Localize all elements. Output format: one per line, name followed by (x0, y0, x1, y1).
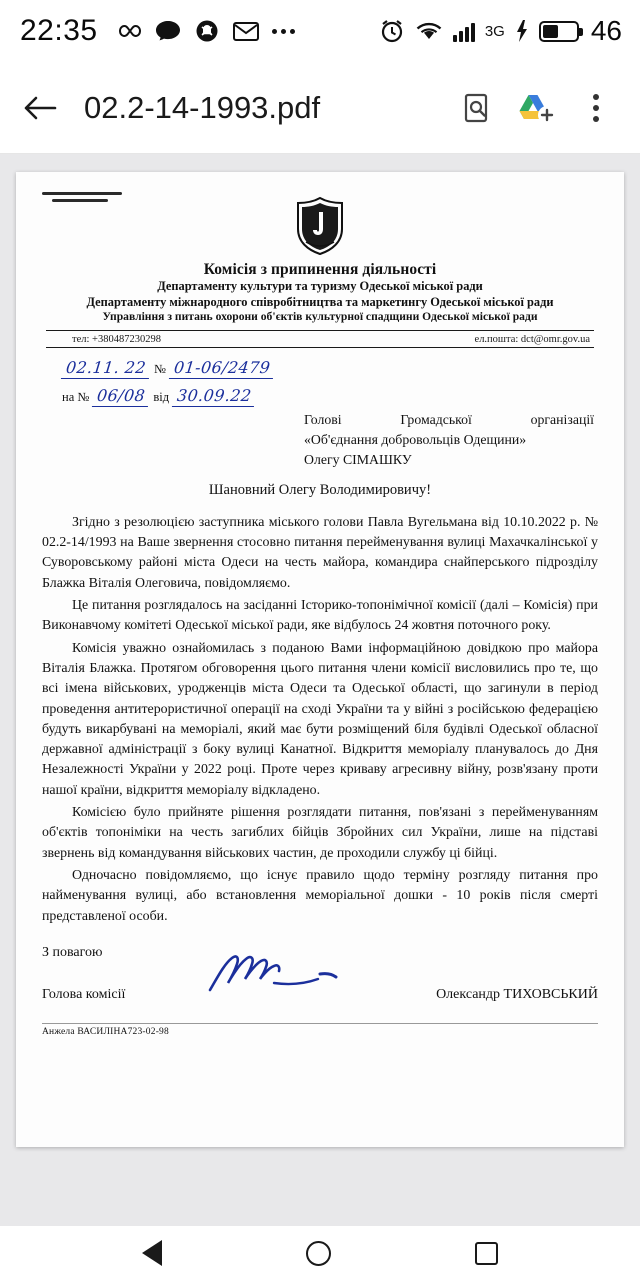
handwritten-signature-icon (202, 946, 372, 1005)
regards-line: З повагою (42, 944, 103, 960)
network-type-label: 3G (484, 22, 505, 40)
body-paragraph: Комісією було прийняте рішення розглядати питання, пов'язані з перейменуванням об'єктів топоніміки на честь загиблих бійців Збройних сил України, лише на підставі звернень від командування військових частин, де проходили службу ці бійці. (42, 805, 598, 861)
nav-home-icon[interactable] (306, 1241, 331, 1266)
pdf-viewport[interactable] (0, 154, 640, 1226)
nav-back-icon[interactable] (142, 1240, 162, 1266)
reference-block (42, 358, 598, 416)
letter-body (42, 513, 598, 927)
battery-percent-label: 46 (590, 15, 622, 46)
letterhead-line-2: Департаменту культури та туризму Одеської міської ради (157, 279, 483, 294)
addressee-word-2: Громадської (400, 412, 472, 427)
outgoing-date-handwritten: 02.11. 22 (61, 358, 151, 379)
pdf-page[interactable] (16, 172, 624, 1147)
phone-label: тел: +380487230298 (72, 333, 161, 345)
status-bar-right (379, 15, 622, 47)
status-clock: 22:35 (20, 14, 98, 47)
infinity-icon (112, 21, 142, 41)
from-label: від (153, 389, 170, 404)
addressee-block (304, 410, 594, 470)
contacts-divider (46, 347, 594, 348)
addressee-line-3: Олегу СІМАШКУ (304, 452, 412, 467)
system-navigation-bar (0, 1226, 640, 1280)
status-bar-left (20, 14, 295, 48)
mute-notification-icon (194, 19, 220, 43)
chat-bubble-icon (155, 19, 181, 43)
status-bar (0, 0, 640, 62)
signature-row (42, 987, 598, 1003)
lightning-bolt-icon (515, 19, 529, 43)
email-label: ел.пошта: dct@omr.gov.ua (474, 333, 590, 345)
nav-recents-icon[interactable] (475, 1242, 498, 1265)
letterhead-line-3: Департаменту міжнародного співробітництва та маркетингу Одеської міської ради (86, 294, 554, 309)
signer-role: Голова комісії (42, 986, 126, 1002)
incoming-date-handwritten: 30.09.22 (172, 386, 257, 407)
reference-row-incoming (62, 386, 598, 407)
document-footnote: Анжела ВАСИЛІНА723-02-98 (42, 1023, 598, 1037)
scan-smudge-mark (42, 192, 128, 208)
battery-icon (539, 21, 579, 42)
salutation: Шановний Олегу Володимировичу! (208, 481, 432, 498)
addressee-line-1 (304, 410, 594, 430)
letterhead-title: Комісія з припинення діяльності (203, 261, 437, 278)
body-paragraph: Комісія уважно ознайомилась з поданою Вами інформаційною довідкою про майора Віталія Блажка. Протягом обговорення цього питання члени комісії висловились про те, що всі імена військових, уродженців міста Одеси та Одеської області, що загинули в період проведення антитерористичної операції на сході України та у війні з російською федерацією будуть викарбувані на меморіалі, який має бути розміщений біля будівлі Одеської обласної державної адміністрації з боку вулиці Канатної. Відкриття меморіалу планувалось до Дня Незалежності України у 2022 році. Проте через криваву агресивну війну, розв'язану проти нашої країни, відкриття меморіалу відкладено. (42, 640, 598, 798)
more-dots-icon (272, 29, 295, 34)
back-arrow-icon[interactable] (12, 80, 68, 136)
letterhead-line-4: Управління з питань охорони об'єктів культурної спадщини Одеської міської ради (102, 310, 538, 324)
body-paragraph: Згідно з резолюцією заступника міського голови Павла Вугельмана від 10.10.2022 р. № 02.2-14/1993 на Ваше звернення стосовно питання перейменування вулиці Махачкалінської у Суворовському районі міста Одеси на честь майора, командира снайперського підрозділу Блажка Віталія Олеговича, повідомляємо. (42, 514, 598, 591)
reply-to-label: на № (62, 389, 90, 404)
letterhead (42, 260, 598, 331)
signer-name: Олександр ТИХОВСЬКИЙ (436, 986, 598, 1002)
reference-row-outgoing (62, 358, 598, 379)
addressee-word-1: Голові (304, 412, 342, 427)
body-paragraph: Одночасно повідомляємо, що існує правило щодо терміну розгляду питання про найменування вулиці, або встановлення меморіальної дошки - 10 років після смерті представленої особи. (42, 867, 598, 924)
gmail-icon (233, 20, 259, 42)
overflow-menu-icon[interactable] (568, 80, 624, 136)
wifi-icon (415, 20, 443, 42)
status-notification-icons (112, 19, 295, 43)
incoming-number-handwritten: 06/08 (92, 386, 150, 407)
page-title: 02.2-14-1993.pdf (84, 89, 321, 125)
document-search-icon[interactable] (448, 80, 504, 136)
alarm-icon (379, 18, 405, 44)
addressee-word-3: організації (530, 412, 594, 427)
letterhead-contacts (42, 331, 598, 345)
signal-icon (453, 20, 475, 42)
outgoing-number-handwritten: 01-06/2479 (169, 358, 275, 379)
number-label: № (153, 361, 166, 376)
addressee-line-2: «Об'єднання добровольців Одещини» (304, 432, 527, 447)
add-to-drive-icon[interactable] (508, 80, 564, 136)
body-paragraph: Це питання розглядалось на засіданні Історико-топонімічної комісії (далі – Комісія) при Виконавчому комітеті Одеської міської ради, яке відбулось 24 жовтня поточного року. (42, 598, 598, 634)
app-bar (0, 62, 640, 154)
